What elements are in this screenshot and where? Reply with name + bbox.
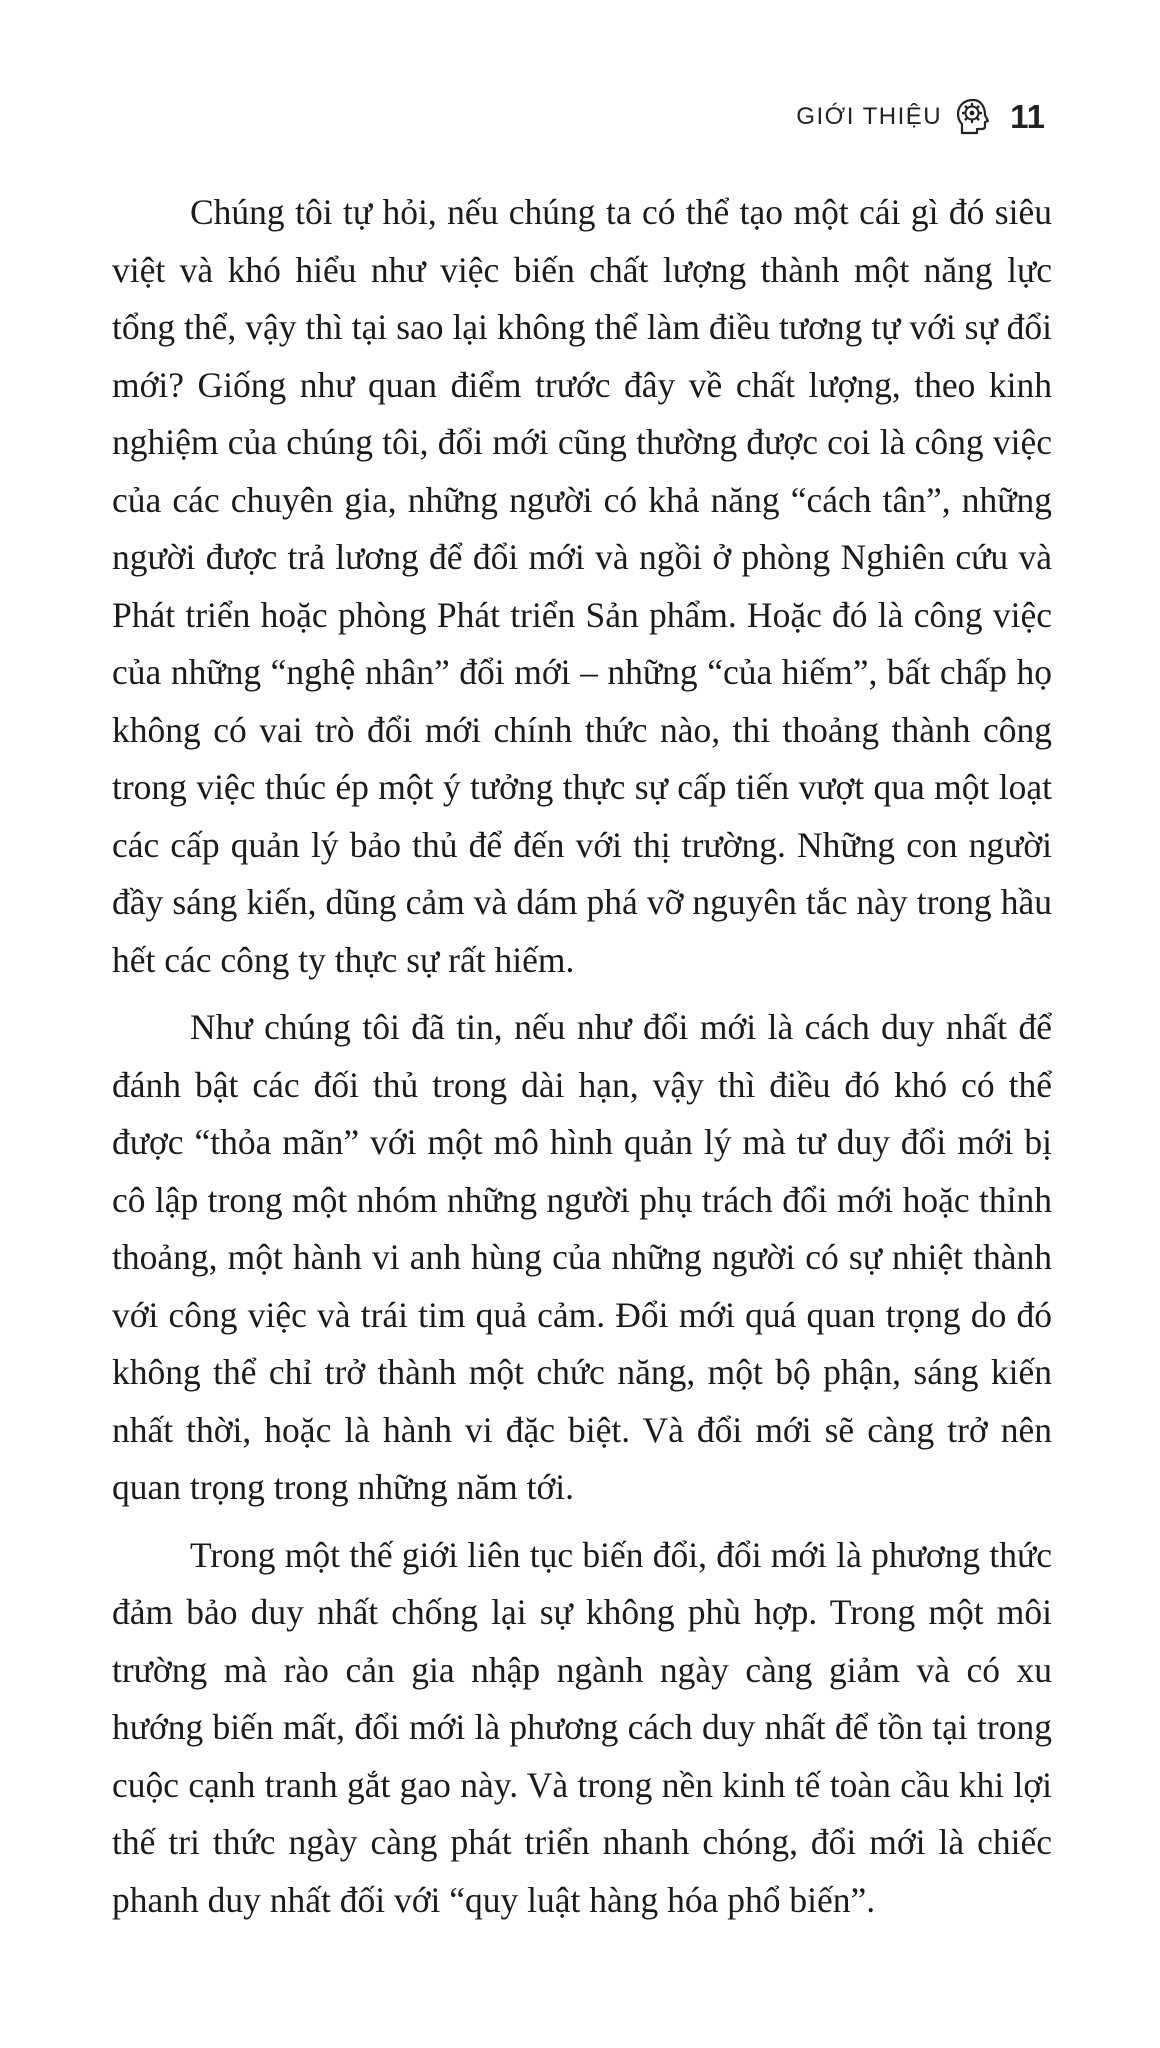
paragraph-2: Như chúng tôi đã tin, nếu như đổi mới là cách duy nhất để đánh bật các đối thủ trong dài hạn, vậy thì điều đó khó có thể được “thỏa mãn” với một mô hình quản lý mà tư duy đổi mới bị cô lập trong một nhóm những người phụ trách đổi mới hoặc thỉnh thoảng, một hành vi anh hùng của những người có sự nhiệt thành với công việc và trái tim quả cảm. Đổi mới quá quan trọng do đó không thể chỉ trở thành một chức năng, một bộ phận, sáng kiến nhất thời, hoặc là hành vi đặc biệt. Và đổi mới sẽ càng trở nên quan trọng trong những năm tới. <box>112 1007 1052 1507</box>
page-header <box>796 96 1045 138</box>
head-gear-icon <box>952 96 994 138</box>
section-title: GIỚI THIỆU <box>796 103 943 130</box>
paragraph-1: Chúng tôi tự hỏi, nếu chúng ta có thể tạo một cái gì đó siêu việt và khó hiểu như việc biến chất lượng thành một năng lực tổng thể, vậy thì tại sao lại không thể làm điều tương tự với sự đổi mới? Giống như quan điểm trước đây về chất lượng, theo kinh nghiệm của chúng tôi, đổi mới cũng thường được coi là công việc của các chuyên gia, những người có khả năng “cách tân”, những người được trả lương để đổi mới và ngồi ở phòng Nghiên cứu và Phát triển hoặc phòng Phát triển Sản phẩm. Hoặc đó là công việc của những “nghệ nhân” đổi mới – những “của hiếm”, bất chấp họ không có vai trò đổi mới chính thức nào, thi thoảng thành công trong việc thúc ép một ý tưởng thực sự cấp tiến vượt qua một loạt các cấp quản lý bảo thủ để đến với thị trường. Những con người đầy sáng kiến, dũng cảm và dám phá vỡ nguyên tắc này trong hầu hết các công ty thực sự rất hiếm. <box>112 192 1052 980</box>
body-text <box>112 184 1052 1939</box>
paragraph-3: Trong một thế giới liên tục biến đổi, đổi mới là phương thức đảm bảo duy nhất chống lại sự không phù hợp. Trong một môi trường mà rào cản gia nhập ngành ngày càng giảm và có xu hướng biến mất, đổi mới là phương cách duy nhất để tồn tại trong cuộc cạnh tranh gắt gao này. Và trong nền kinh tế toàn cầu khi lợi thế tri thức ngày càng phát triển nhanh chóng, đổi mới là chiếc phanh duy nhất đối với “quy luật hàng hóa phổ biến”. <box>112 1534 1052 1920</box>
page-number: 11 <box>1010 98 1045 135</box>
